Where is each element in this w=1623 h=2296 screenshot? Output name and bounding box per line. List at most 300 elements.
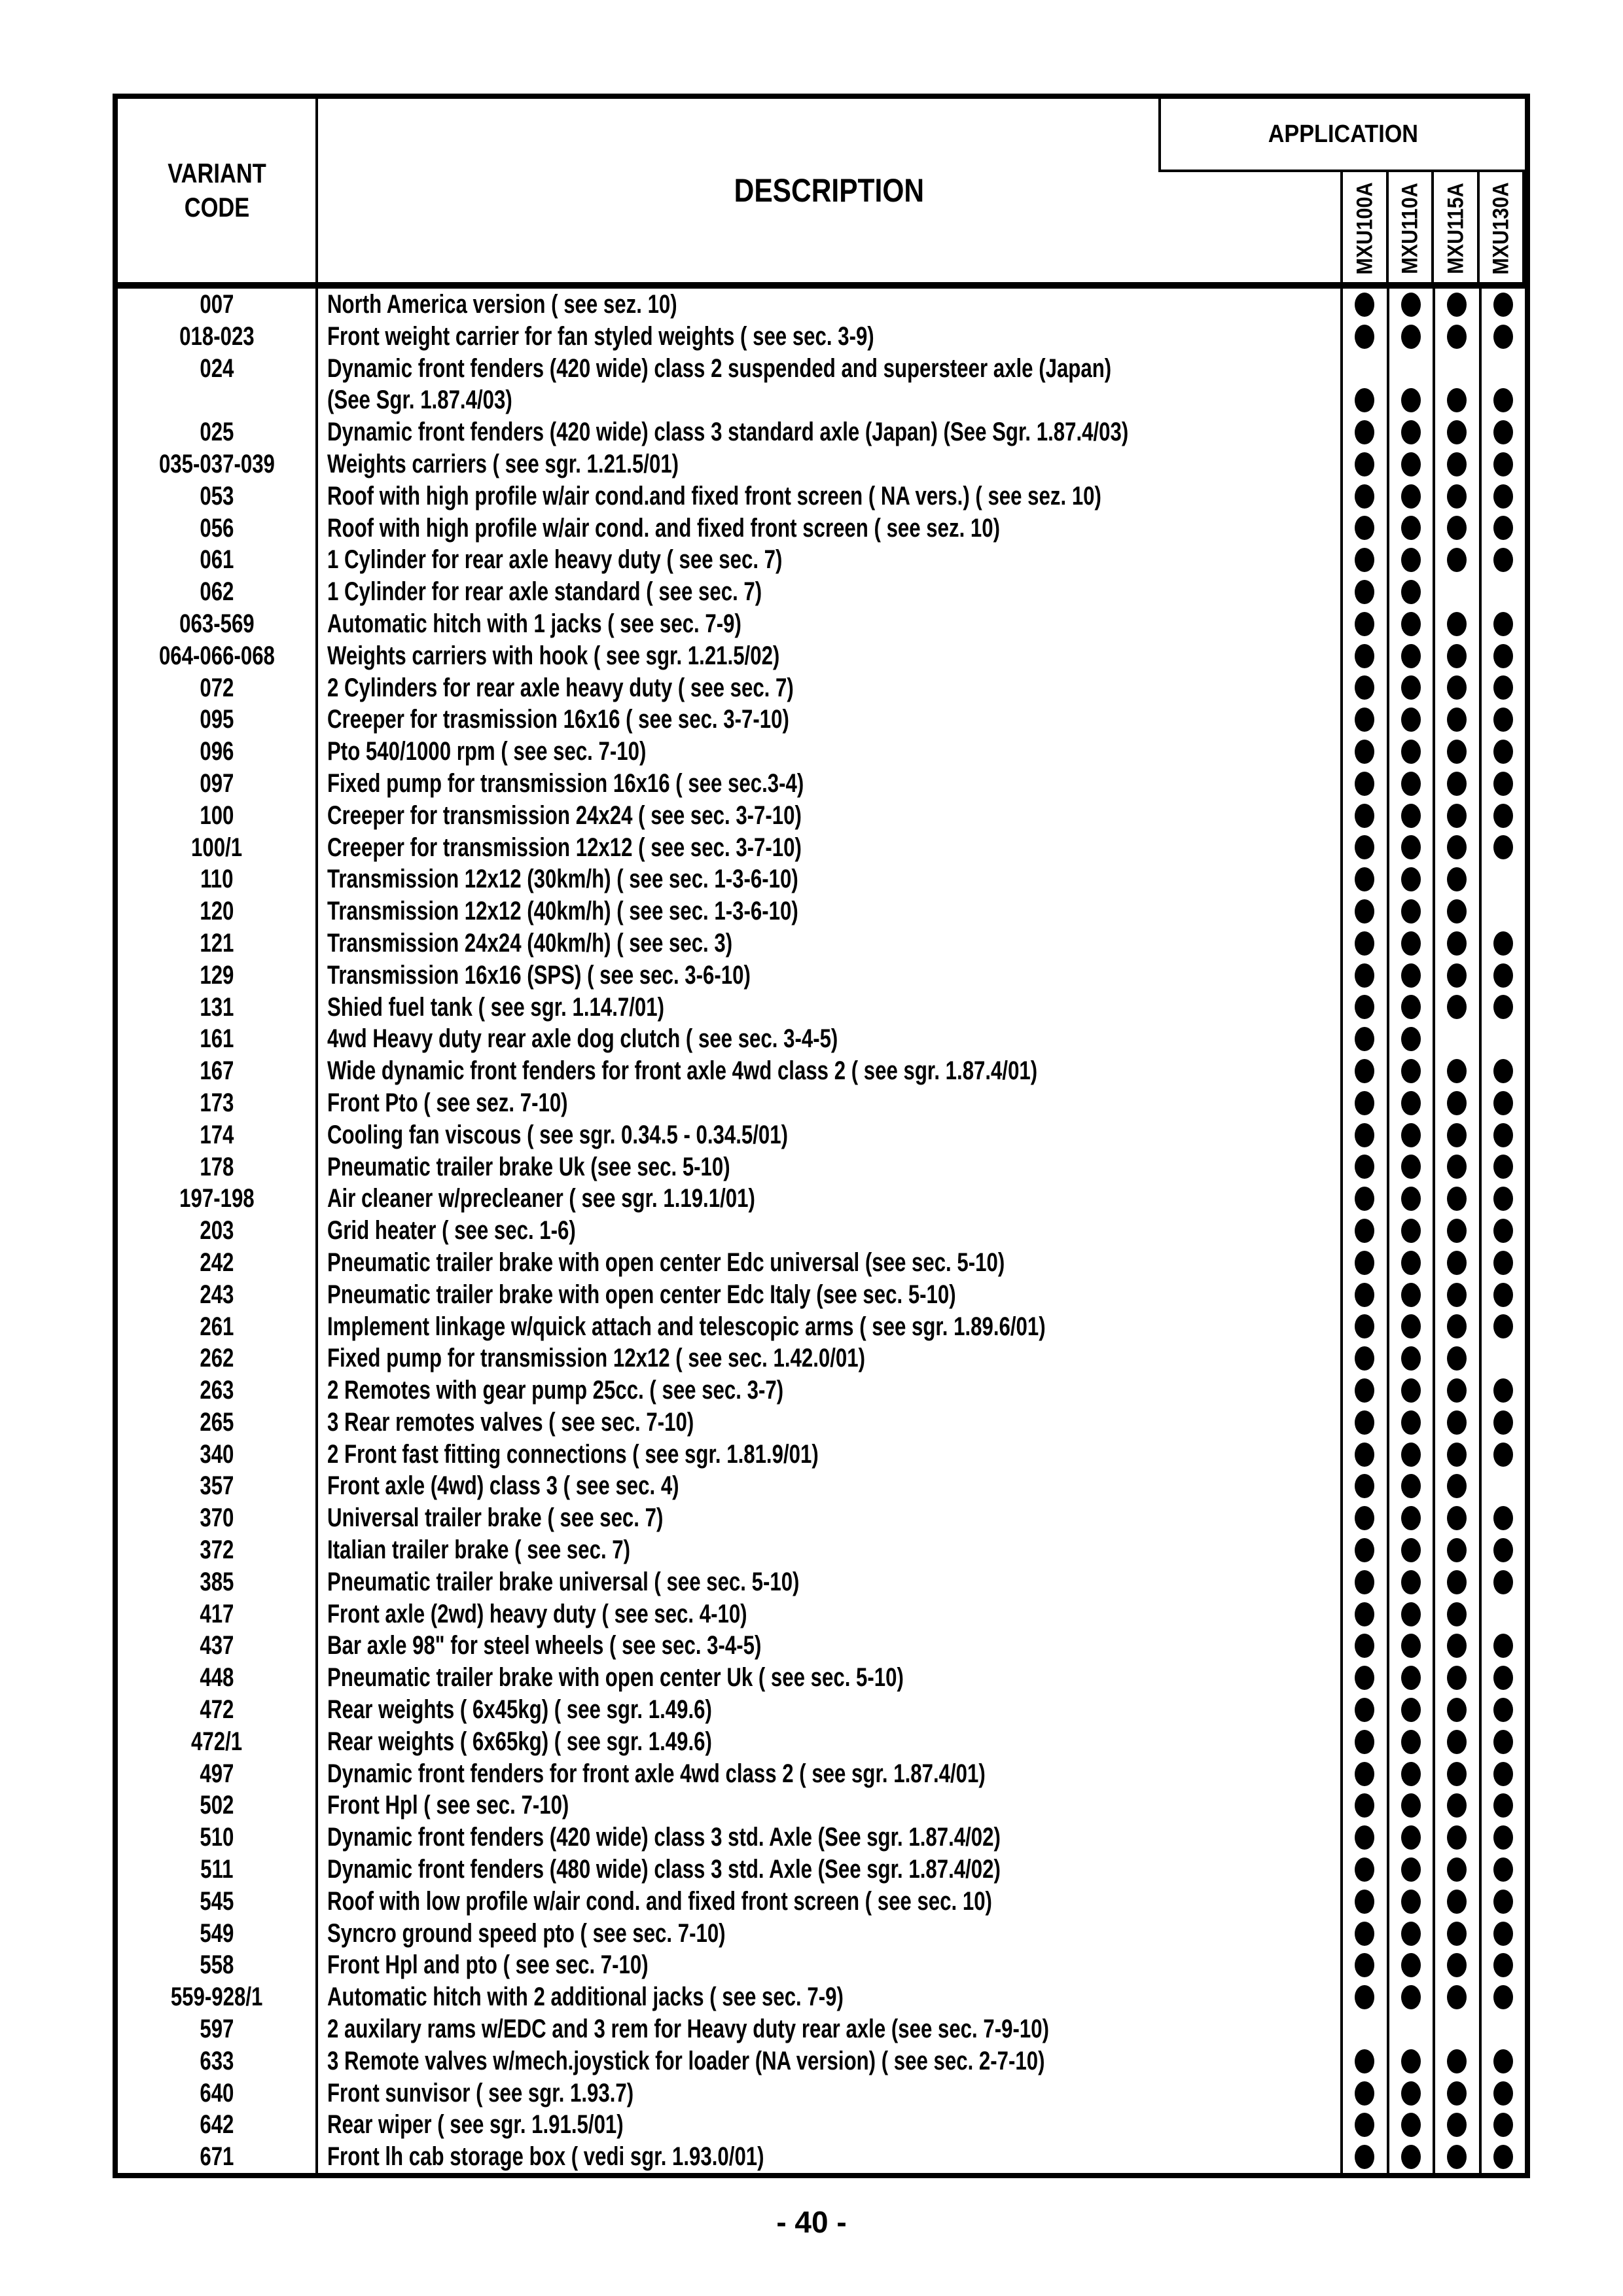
application-dot <box>1447 644 1467 668</box>
application-dot <box>1355 420 1374 444</box>
variant-code-header-label: VARIANT CODE <box>167 157 266 223</box>
variant-code-text: 007 <box>199 290 234 319</box>
variant-code-text: 642 <box>199 2110 234 2140</box>
description-cell <box>318 2045 1343 2077</box>
description-text: Pto 540/1000 rpm ( see sec. 7-10) <box>327 737 647 766</box>
application-dot-cell <box>1482 1981 1525 2013</box>
application-dot <box>1493 1314 1513 1338</box>
variant-code-text: 024 <box>199 353 234 383</box>
variant-code-text: 262 <box>199 1344 234 1373</box>
application-dot-cell <box>1482 448 1525 480</box>
application-dot-cell <box>1482 1342 1525 1374</box>
table-row <box>118 1949 1525 1981</box>
application-dot <box>1355 1698 1374 1722</box>
application-dot-cell <box>1435 1854 1482 1886</box>
application-dot <box>1447 835 1467 859</box>
description-text: Weights carriers with hook ( see sgr. 1.21.5/02) <box>327 641 780 670</box>
table-row <box>118 640 1525 672</box>
description-cell <box>318 927 1343 960</box>
description-cell <box>318 608 1343 640</box>
application-dot-cell <box>1482 353 1525 385</box>
table-header <box>118 99 1525 289</box>
application-dot <box>1401 963 1421 988</box>
application-dot-cell <box>1482 960 1525 992</box>
application-dot <box>1355 612 1374 636</box>
application-dot <box>1355 867 1374 891</box>
application-dot-cell <box>1389 1439 1436 1471</box>
application-dot-cell <box>1389 1789 1436 1821</box>
table-row <box>118 1630 1525 1662</box>
description-text: Dynamic front fenders (480 wide) class 3 std. Axle (See sgr. 1.87.4/02) <box>327 1855 1001 1884</box>
application-dot-cell <box>1435 1374 1482 1407</box>
description-cell <box>318 704 1343 736</box>
variant-code-cell <box>118 1789 318 1821</box>
application-dot <box>1447 1857 1467 1882</box>
application-dot <box>1355 1314 1374 1338</box>
description-text: Transmission 12x12 (40km/h) ( see sec. 1-3-6-10) <box>327 897 798 926</box>
application-dot <box>1401 1506 1421 1530</box>
table-row <box>118 704 1525 736</box>
description-cell <box>318 321 1343 353</box>
variant-code-cell <box>118 2077 318 2109</box>
application-dot <box>1401 580 1421 604</box>
application-dot-cell <box>1435 927 1482 960</box>
application-dot <box>1401 420 1421 444</box>
description-text: Rear wiper ( see sgr. 1.91.5/01) <box>327 2110 624 2140</box>
application-dot <box>1447 612 1467 636</box>
description-cell <box>318 1726 1343 1758</box>
application-dot-cell <box>1343 1342 1389 1374</box>
application-dot <box>1355 1059 1374 1083</box>
application-dot-cell <box>1389 992 1436 1024</box>
application-dot <box>1401 1857 1421 1882</box>
description-cell <box>318 640 1343 672</box>
application-dot <box>1401 1666 1421 1690</box>
variant-code-text: 340 <box>199 1439 234 1469</box>
application-dot-cell <box>1482 576 1525 608</box>
table-row <box>118 1183 1525 1215</box>
application-dot <box>1493 2113 1513 2137</box>
variant-code-text: 053 <box>199 481 234 511</box>
description-text: Front sunvisor ( see sgr. 1.93.7) <box>327 2078 634 2108</box>
application-dot-cell <box>1389 512 1436 545</box>
variant-code-cell <box>118 992 318 1024</box>
table-row <box>118 2141 1525 2173</box>
description-text: 1 Cylinder for rear axle standard ( see sec. 7) <box>327 577 762 607</box>
variant-code-cell <box>118 448 318 480</box>
application-dot <box>1447 420 1467 444</box>
description-text: 3 Remote valves w/mech.joystick for loader (NA version) ( see sec. 2-7-10) <box>327 2046 1045 2075</box>
application-dot <box>1493 963 1513 988</box>
variant-code-cell <box>118 480 318 512</box>
application-dot <box>1401 2113 1421 2137</box>
table-row <box>118 672 1525 704</box>
application-dot-cell <box>1343 863 1389 895</box>
variant-code-text: 121 <box>199 928 234 958</box>
application-dot-cell <box>1389 1854 1436 1886</box>
application-dot-cell <box>1389 608 1436 640</box>
application-dot <box>1401 1762 1421 1786</box>
description-cell <box>318 1183 1343 1215</box>
description-cell <box>318 384 1343 416</box>
description-text: Transmission 16x16 (SPS) ( see sec. 3-6-10) <box>327 960 751 990</box>
application-dot-cell <box>1435 1949 1482 1981</box>
application-dot-cell <box>1435 2013 1482 2045</box>
application-dot <box>1355 1283 1374 1307</box>
application-dot <box>1493 708 1513 732</box>
application-dot <box>1447 963 1467 988</box>
application-dot <box>1401 1890 1421 1914</box>
application-dot-cell <box>1343 1886 1389 1918</box>
application-dot <box>1355 1219 1374 1243</box>
application-dot <box>1493 1251 1513 1275</box>
application-dot <box>1401 835 1421 859</box>
application-dot-cell <box>1389 1949 1436 1981</box>
description-text: 3 Rear remotes valves ( see sec. 7-10) <box>327 1407 694 1437</box>
application-dot <box>1355 1953 1374 1977</box>
application-dot-cell <box>1343 640 1389 672</box>
application-dot <box>1355 1506 1374 1530</box>
description-text: Front Hpl ( see sec. 7-10) <box>327 1791 569 1820</box>
application-dot-cell <box>1435 1119 1482 1151</box>
application-dot <box>1447 388 1467 412</box>
description-cell <box>318 544 1343 576</box>
variant-code-cell <box>118 1566 318 1598</box>
application-dot-cell <box>1435 1630 1482 1662</box>
variant-code-text: 197-198 <box>179 1184 255 1213</box>
variant-code-cell <box>118 1247 318 1279</box>
application-dot-cell <box>1435 1342 1482 1374</box>
application-dot <box>1401 708 1421 732</box>
application-dot <box>1401 772 1421 796</box>
application-dot <box>1355 995 1374 1019</box>
application-dot <box>1355 1443 1374 1467</box>
application-dot <box>1355 1570 1374 1594</box>
application-dot-cell <box>1482 1854 1525 1886</box>
table-row <box>118 576 1525 608</box>
description-text: Creeper for transmission 24x24 ( see sec. 3-7-10) <box>327 800 802 830</box>
description-text: Front Pto ( see sez. 7-10) <box>327 1088 568 1117</box>
application-dot <box>1401 1346 1421 1371</box>
application-dot-cell <box>1482 1726 1525 1758</box>
application-dot-cell <box>1435 640 1482 672</box>
table-row <box>118 1151 1525 1183</box>
application-dot <box>1447 772 1467 796</box>
application-dot-cell <box>1435 736 1482 768</box>
application-dot-cell <box>1482 1949 1525 1981</box>
application-dot-cell <box>1435 1183 1482 1215</box>
variant-code-cell <box>118 800 318 832</box>
application-dot-cell <box>1343 2013 1389 2045</box>
description-cell <box>318 480 1343 512</box>
application-dot <box>1447 804 1467 828</box>
application-dot <box>1355 2113 1374 2137</box>
application-dot-cell <box>1435 1023 1482 1055</box>
description-cell <box>318 1630 1343 1662</box>
application-dot-cell <box>1389 736 1436 768</box>
application-dot-cell <box>1343 1055 1389 1087</box>
application-dot-cell <box>1435 1470 1482 1502</box>
application-dot-cell <box>1482 416 1525 448</box>
description-text: North America version ( see sez. 10) <box>327 290 677 319</box>
application-dot-cell <box>1343 1183 1389 1215</box>
application-dot-cell <box>1343 1694 1389 1726</box>
application-dot <box>1447 1730 1467 1754</box>
description-cell <box>318 800 1343 832</box>
application-dot-cell <box>1435 863 1482 895</box>
application-dot-cell <box>1343 544 1389 576</box>
application-dot <box>1493 1953 1513 1977</box>
variant-code-cell <box>118 1151 318 1183</box>
variant-code-text: 511 <box>200 1855 234 1884</box>
description-text: Fixed pump for transmission 16x16 ( see sec.3-4) <box>327 768 804 798</box>
application-dot <box>1401 484 1421 509</box>
application-dot <box>1447 1634 1467 1658</box>
description-cell <box>318 1470 1343 1502</box>
application-dot <box>1447 2113 1467 2137</box>
variant-code-text: 472/1 <box>190 1727 243 1756</box>
description-cell <box>318 1789 1343 1821</box>
description-text: 4wd Heavy duty rear axle dog clutch ( see sec. 3-4-5) <box>327 1024 838 1054</box>
application-dot <box>1493 995 1513 1019</box>
application-dot <box>1447 2145 1467 2169</box>
application-dot <box>1401 1570 1421 1594</box>
variant-code-cell <box>118 895 318 927</box>
variant-code-cell <box>118 1821 318 1854</box>
table-row <box>118 1789 1525 1821</box>
application-dot-cell <box>1435 384 1482 416</box>
application-dot <box>1447 1890 1467 1914</box>
application-dot <box>1355 1538 1374 1562</box>
application-dot-cell <box>1435 1886 1482 1918</box>
application-dot <box>1355 1474 1374 1498</box>
application-dot <box>1355 1985 1374 2009</box>
application-dot <box>1355 2081 1374 2106</box>
application-dot <box>1401 1155 1421 1179</box>
description-text: Transmission 12x12 (30km/h) ( see sec. 1-3-6-10) <box>327 865 798 894</box>
table-row <box>118 800 1525 832</box>
application-dot <box>1401 1410 1421 1435</box>
application-dot <box>1401 388 1421 412</box>
table-row <box>118 2109 1525 2141</box>
application-dot-cell <box>1389 800 1436 832</box>
variant-code-text: 100 <box>199 800 234 830</box>
application-dot <box>1355 1793 1374 1818</box>
application-dot-cell <box>1482 2141 1525 2173</box>
description-cell <box>318 2013 1343 2045</box>
application-dot-cell <box>1389 672 1436 704</box>
application-dot <box>1493 1857 1513 1882</box>
application-dot <box>1493 293 1513 317</box>
application-dot <box>1401 995 1421 1019</box>
variant-code-cell <box>118 576 318 608</box>
description-text: Italian trailer brake ( see sec. 7) <box>327 1535 631 1565</box>
application-dot <box>1401 1378 1421 1403</box>
application-dot-cell <box>1389 384 1436 416</box>
application-dot-cell <box>1435 1662 1482 1694</box>
variant-code-cell <box>118 1183 318 1215</box>
application-dot-cell <box>1482 1534 1525 1566</box>
application-dot-cell <box>1343 960 1389 992</box>
application-dot <box>1447 1346 1467 1371</box>
table-row <box>118 1311 1525 1343</box>
variant-code-cell <box>118 1023 318 1055</box>
application-dot-cell <box>1482 640 1525 672</box>
variant-code-cell <box>118 927 318 960</box>
application-dot <box>1401 612 1421 636</box>
application-dot-cell <box>1482 1694 1525 1726</box>
variant-code-text: 370 <box>199 1503 234 1533</box>
application-dot-cell <box>1389 321 1436 353</box>
application-dot-cell <box>1389 768 1436 800</box>
application-dot-cell <box>1389 1407 1436 1439</box>
application-dot-cell <box>1482 1119 1525 1151</box>
variant-code-cell <box>118 1087 318 1119</box>
application-dot-cell <box>1343 1854 1389 1886</box>
application-dot <box>1493 835 1513 859</box>
application-dot-cell <box>1389 640 1436 672</box>
application-dot-cell <box>1389 895 1436 927</box>
application-dot <box>1447 1793 1467 1818</box>
application-dot <box>1355 516 1374 540</box>
description-text: Cooling fan viscous ( see sgr. 0.34.5 - 0.34.5/01) <box>327 1120 789 1149</box>
application-dot <box>1355 963 1374 988</box>
application-dot-cell <box>1482 544 1525 576</box>
application-dot <box>1493 1378 1513 1403</box>
description-text: Grid heater ( see sec. 1-6) <box>327 1216 576 1246</box>
description-cell <box>318 992 1343 1024</box>
application-dot-cell <box>1482 704 1525 736</box>
application-dot-cell <box>1435 1439 1482 1471</box>
variant-code-cell <box>118 416 318 448</box>
table-row <box>118 1023 1525 1055</box>
table-row <box>118 927 1525 960</box>
application-dot-cell <box>1435 1694 1482 1726</box>
table-row <box>118 863 1525 895</box>
variant-code-text: 633 <box>199 2046 234 2075</box>
variant-code-text: 062 <box>199 577 234 607</box>
application-dot <box>1355 1123 1374 1147</box>
table-row <box>118 895 1525 927</box>
application-dot-cell <box>1482 927 1525 960</box>
description-text: Automatic hitch with 1 jacks ( see sec. 7-9) <box>327 609 741 638</box>
application-dot <box>1493 388 1513 412</box>
application-dot <box>1355 293 1374 317</box>
description-cell <box>318 576 1343 608</box>
application-dot-cell <box>1482 1407 1525 1439</box>
variant-code-text: 545 <box>199 1886 234 1916</box>
table-row <box>118 1502 1525 1534</box>
application-dot-cell <box>1435 768 1482 800</box>
description-cell <box>318 1247 1343 1279</box>
application-dot-cell <box>1482 2077 1525 2109</box>
description-text: 2 auxilary rams w/EDC and 3 rem for Heavy duty rear axle (see sec. 7-9-10) <box>327 2015 1049 2044</box>
application-dot-cell <box>1389 2141 1436 2173</box>
application-dot-cell <box>1482 1470 1525 1502</box>
application-dot <box>1401 1187 1421 1211</box>
variant-code-cell <box>118 672 318 704</box>
variant-code-text: 097 <box>199 768 234 798</box>
application-dot-cell <box>1435 608 1482 640</box>
description-text: Rear weights ( 6x45kg) ( see sgr. 1.49.6) <box>327 1695 712 1725</box>
application-dot <box>1447 931 1467 956</box>
application-dot-cell <box>1343 1662 1389 1694</box>
application-dot <box>1355 548 1374 572</box>
application-dot <box>1493 1219 1513 1243</box>
application-dot-cell <box>1482 1374 1525 1407</box>
application-dot-cell <box>1343 448 1389 480</box>
application-dot-cell <box>1389 1247 1436 1279</box>
application-dot-cell <box>1435 321 1482 353</box>
application-dot <box>1447 708 1467 732</box>
application-dot-cell <box>1435 1247 1482 1279</box>
application-dot <box>1401 2049 1421 2073</box>
description-text: Dynamic front fenders (420 wide) class 3 standard axle (Japan) (See Sgr. 1.87.4/03) <box>327 418 1129 447</box>
variant-code-text: 129 <box>199 960 234 990</box>
application-dot <box>1447 1410 1467 1435</box>
description-cell <box>318 768 1343 800</box>
application-dot <box>1447 1474 1467 1498</box>
application-dot <box>1493 644 1513 668</box>
description-cell <box>318 2077 1343 2109</box>
table-row <box>118 1886 1525 1918</box>
application-dot-cell <box>1482 992 1525 1024</box>
application-dot-cell <box>1343 1407 1389 1439</box>
application-dot <box>1447 548 1467 572</box>
application-header-label: APPLICATION <box>1268 120 1418 148</box>
application-header-box <box>1158 99 1525 172</box>
application-dot-cell <box>1389 576 1436 608</box>
application-dot-cell <box>1435 1311 1482 1343</box>
application-dot <box>1493 931 1513 956</box>
variant-code-cell <box>118 608 318 640</box>
application-dot-cell <box>1435 1055 1482 1087</box>
application-dot-cell <box>1435 992 1482 1024</box>
application-dot <box>1401 1314 1421 1338</box>
variant-code-cell <box>118 1981 318 2013</box>
application-dot <box>1447 675 1467 700</box>
table-row <box>118 1598 1525 1630</box>
table-row <box>118 736 1525 768</box>
variant-code-cell <box>118 1918 318 1950</box>
application-dot-cell <box>1435 1758 1482 1790</box>
application-dot-cell <box>1343 832 1389 864</box>
application-dot-cell <box>1389 927 1436 960</box>
table-row <box>118 768 1525 800</box>
application-dot <box>1401 740 1421 764</box>
application-dot-cell <box>1389 2109 1436 2141</box>
application-dot-cell <box>1435 704 1482 736</box>
variant-table <box>113 94 1530 2178</box>
variant-code-text: 502 <box>199 1791 234 1820</box>
application-dot <box>1493 740 1513 764</box>
application-dot <box>1493 548 1513 572</box>
table-row <box>118 1918 1525 1950</box>
application-dot-cell <box>1389 2045 1436 2077</box>
application-dot-cell <box>1343 2141 1389 2173</box>
variant-code-cell <box>118 704 318 736</box>
variant-code-text: 063-569 <box>179 609 255 638</box>
application-dot <box>1493 420 1513 444</box>
application-dot-cell <box>1343 1534 1389 1566</box>
application-dot-cell <box>1435 1087 1482 1119</box>
application-dot-cell <box>1389 832 1436 864</box>
description-cell <box>318 832 1343 864</box>
table-row <box>118 353 1525 385</box>
application-dot-cell <box>1389 480 1436 512</box>
description-text: Implement linkage w/quick attach and telescopic arms ( see sgr. 1.89.6/01) <box>327 1312 1046 1341</box>
application-dot-cell <box>1389 1726 1436 1758</box>
